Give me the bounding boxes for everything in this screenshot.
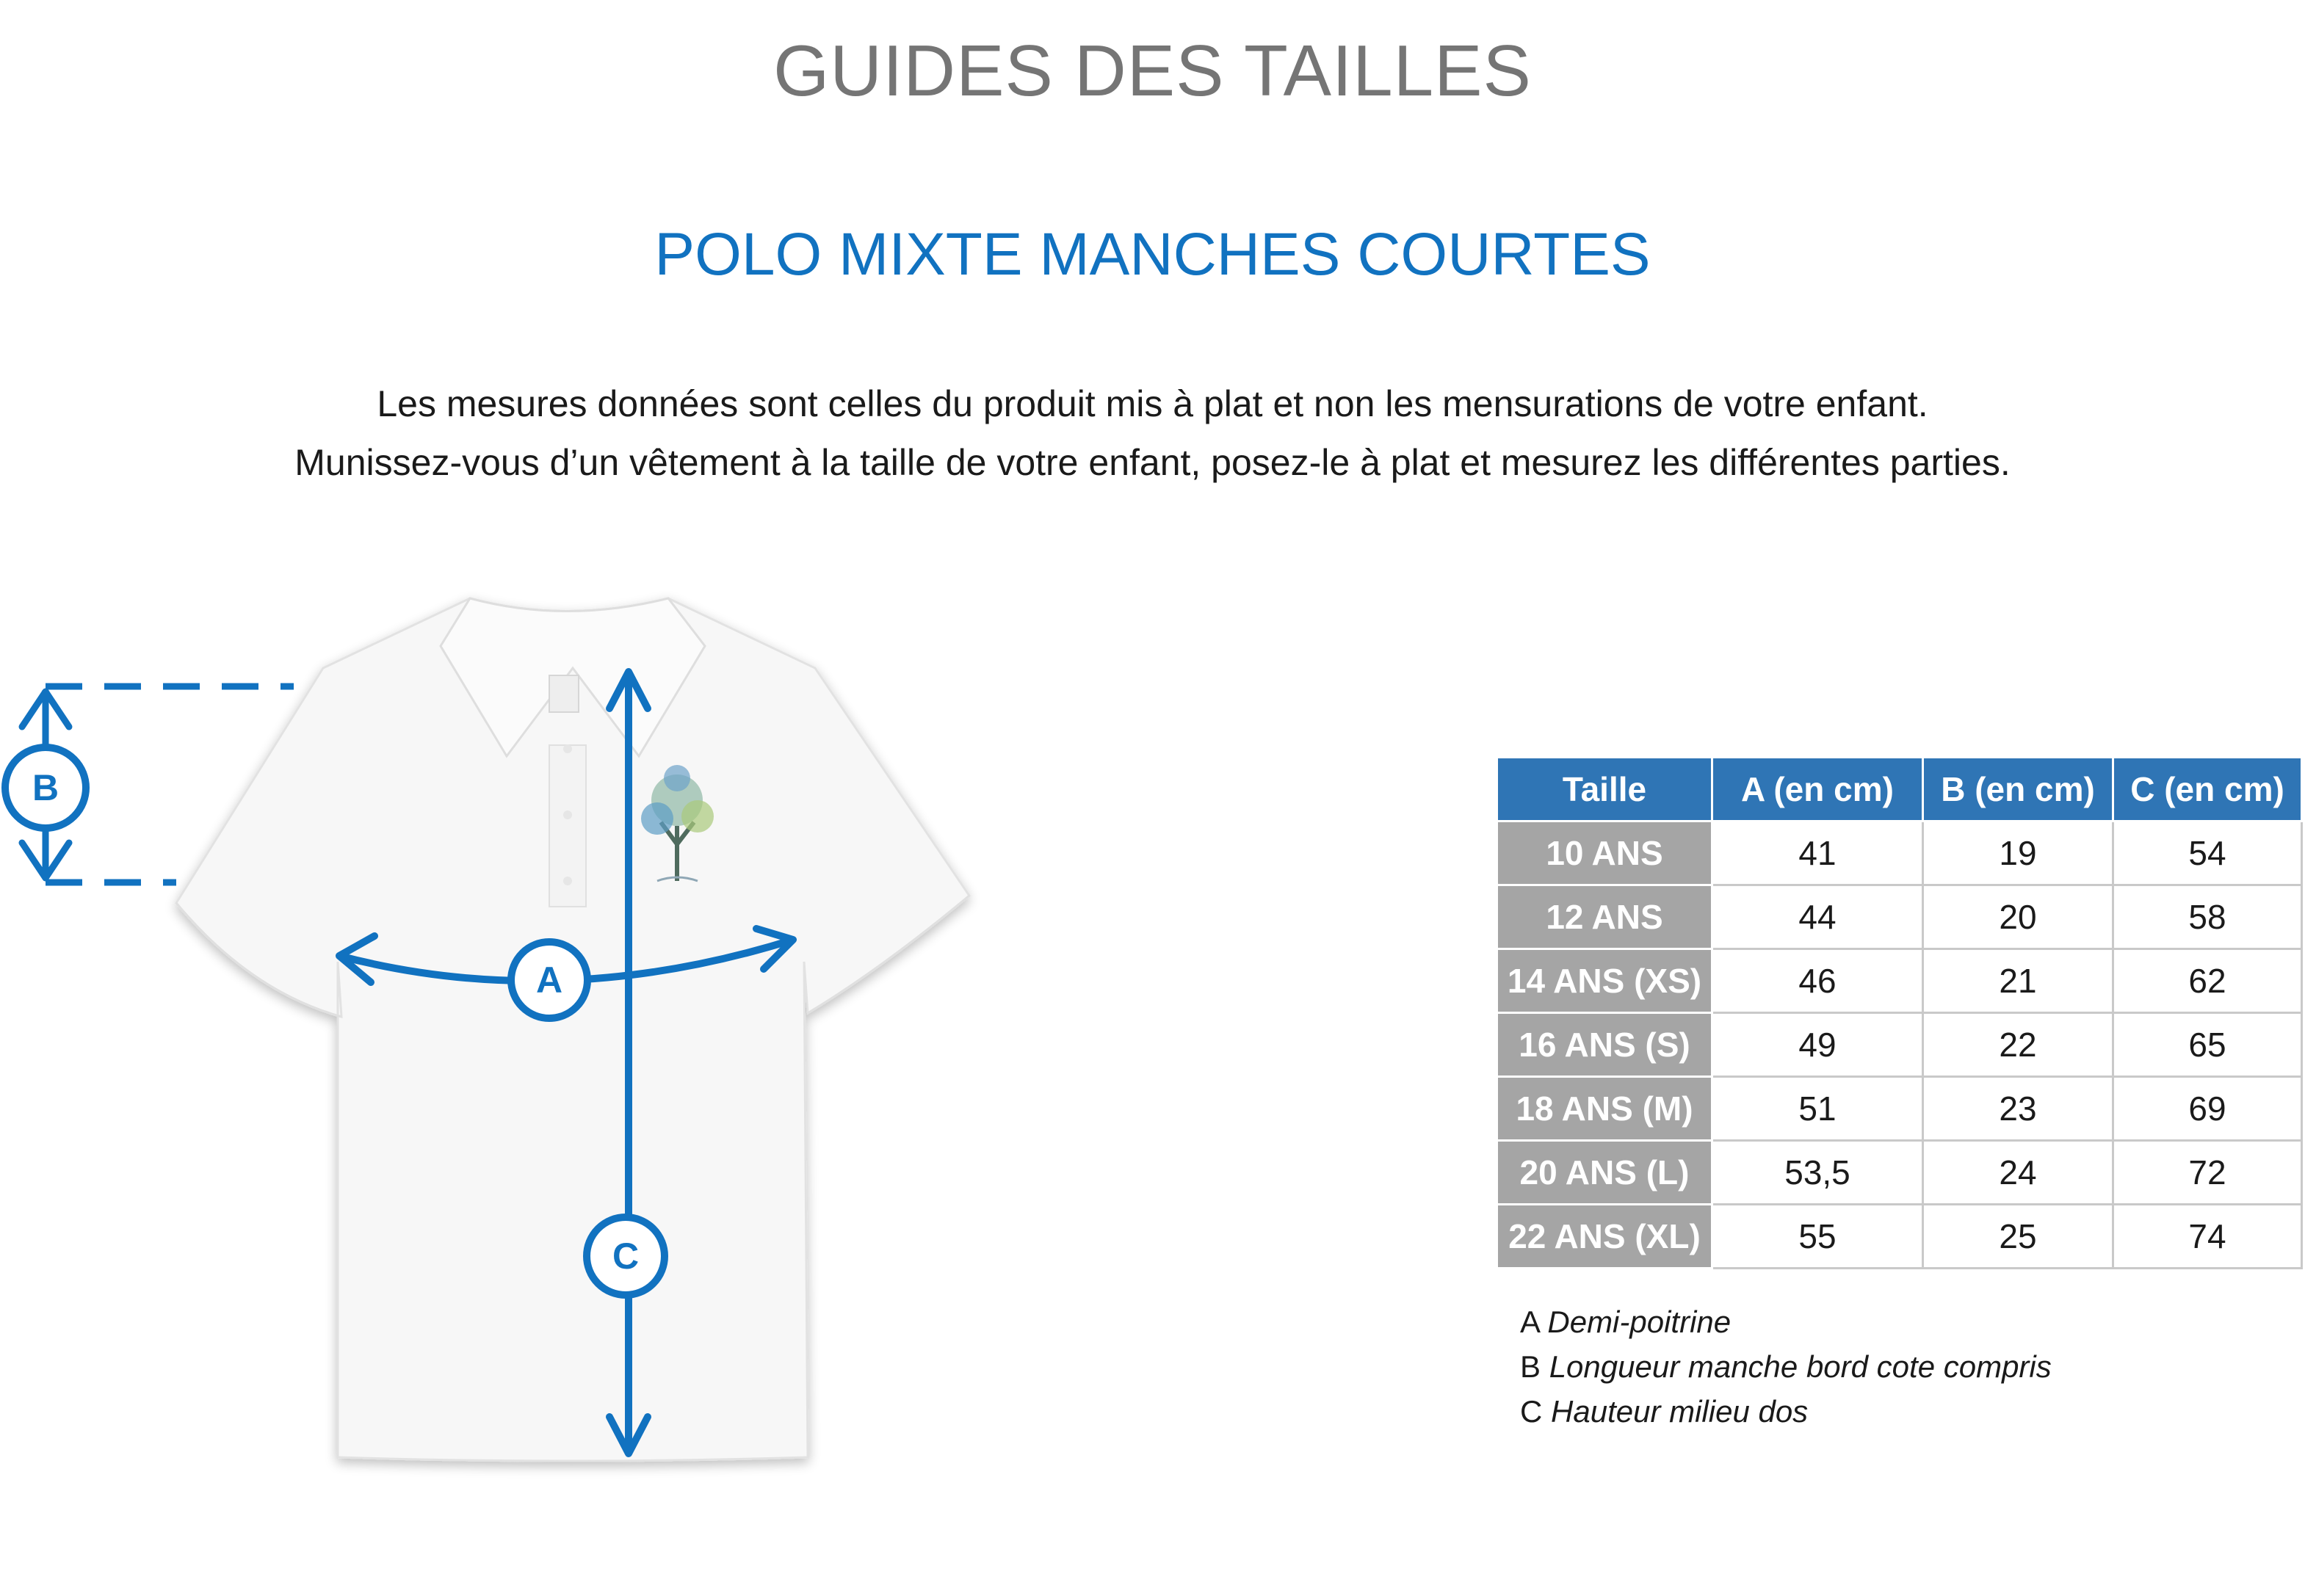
value-a-cell: 55 (1712, 1205, 1923, 1269)
marker-a (511, 942, 587, 1018)
table-row (1497, 1077, 2302, 1141)
value-b-cell: 19 (1923, 821, 2113, 885)
value-b-cell: 23 (1923, 1077, 2113, 1141)
size-cell: 16 ANS (S) (1497, 1013, 1712, 1077)
value-b-cell: 20 (1923, 885, 2113, 949)
value-b-cell: 21 (1923, 949, 2113, 1013)
table-row (1497, 1013, 2302, 1077)
legend-text: Demi-poitrine (1547, 1305, 1732, 1339)
value-a-cell: 44 (1712, 885, 1923, 949)
header-size: Taille (1497, 758, 1712, 821)
table-row (1497, 1141, 2302, 1205)
value-a-cell: 46 (1712, 949, 1923, 1013)
legend-letter: C (1520, 1394, 1543, 1429)
table-row (1497, 885, 2302, 949)
marker-a-label: A (535, 960, 563, 1001)
page-title: GUIDES DES TAILLES (773, 30, 1532, 111)
value-c-cell: 74 (2113, 1205, 2302, 1269)
product-title: POLO MIXTE MANCHES COURTES (654, 221, 1651, 288)
table-row (1497, 1205, 2302, 1269)
size-cell: 10 ANS (1497, 821, 1712, 885)
value-a-cell: 49 (1712, 1013, 1923, 1077)
measurement-legend (1520, 1299, 2052, 1434)
legend-item (1520, 1344, 2052, 1389)
value-c-cell: 54 (2113, 821, 2302, 885)
polo-shirt-illustration (176, 598, 969, 1461)
value-a-cell: 41 (1712, 821, 1923, 885)
value-c-cell: 62 (2113, 949, 2302, 1013)
header-a: A (en cm) (1712, 758, 1923, 821)
table-row (1497, 821, 2302, 885)
intro-line-1: Les mesures données sont celles du produit mis à plat et non les mensurations de votre enfant. (377, 383, 1928, 424)
legend-text: Hauteur milieu dos (1551, 1394, 1809, 1429)
header-c: C (en cm) (2113, 758, 2302, 821)
legend-text: Longueur manche bord cote compris (1549, 1349, 2052, 1384)
size-cell: 18 ANS (M) (1497, 1077, 1712, 1141)
value-a-cell: 51 (1712, 1077, 1923, 1141)
value-c-cell: 58 (2113, 885, 2302, 949)
legend-letter: A (1520, 1305, 1539, 1339)
value-c-cell: 65 (2113, 1013, 2302, 1077)
value-c-cell: 69 (2113, 1077, 2302, 1141)
size-cell: 14 ANS (XS) (1497, 949, 1712, 1013)
value-b-cell: 25 (1923, 1205, 2113, 1269)
polo-measurement-diagram (0, 580, 1028, 1498)
marker-b-label: B (32, 767, 59, 808)
legend-item (1520, 1389, 2052, 1434)
legend-item (1520, 1299, 2052, 1344)
size-cell: 22 ANS (XL) (1497, 1205, 1712, 1269)
intro-line-2: Munissez-vous d’un vêtement à la taille de votre enfant, posez-le à plat et mesurez les différentes parties. (294, 442, 2011, 483)
size-cell: 20 ANS (L) (1497, 1141, 1712, 1205)
size-table (1496, 756, 2303, 1269)
size-cell: 12 ANS (1497, 885, 1712, 949)
marker-c (587, 1217, 665, 1295)
table-header-row (1497, 758, 2302, 821)
value-c-cell: 72 (2113, 1141, 2302, 1205)
value-b-cell: 24 (1923, 1141, 2113, 1205)
marker-c-label: C (612, 1236, 640, 1277)
value-b-cell: 22 (1923, 1013, 2113, 1077)
header-b: B (en cm) (1923, 758, 2113, 821)
value-a-cell: 53,5 (1712, 1141, 1923, 1205)
intro-text (0, 374, 2305, 492)
marker-b (5, 747, 86, 828)
table-row (1497, 949, 2302, 1013)
legend-letter: B (1520, 1349, 1541, 1384)
